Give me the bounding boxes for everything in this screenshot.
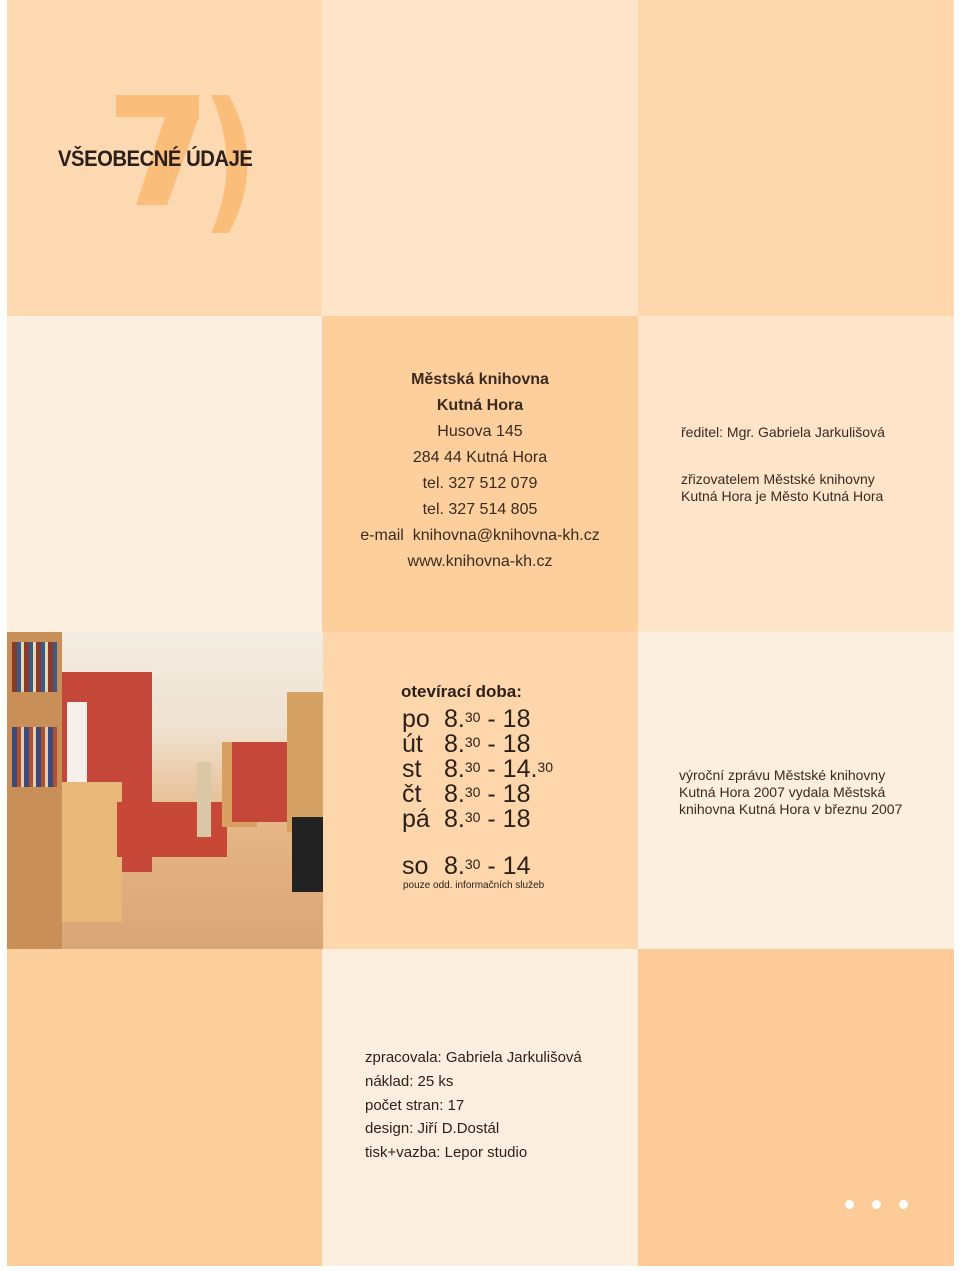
saturday-note: pouze odd. informačních služeb xyxy=(403,880,545,891)
founder-line: Kutná Hora je Město Kutná Hora xyxy=(681,488,884,504)
email[interactable]: e-mail knihovna@knihovna-kh.cz xyxy=(360,527,600,544)
section-number-graphic xyxy=(0,0,300,260)
tile xyxy=(638,949,954,1266)
credit-line: tisk+vazba: Lepor studio xyxy=(365,1144,528,1161)
to: - 18 xyxy=(487,730,531,758)
from: 8. xyxy=(444,705,465,733)
to: - 14 xyxy=(487,852,531,880)
decorative-dot xyxy=(872,1200,881,1209)
to: - 18 xyxy=(487,805,531,833)
tile xyxy=(322,0,638,317)
hours-row-saturday xyxy=(402,852,531,880)
from-minutes: 30 xyxy=(464,784,481,800)
from: 8. xyxy=(444,730,465,758)
credit-line: zpracovala: Gabriela Jarkulišová xyxy=(365,1049,582,1066)
from: 8. xyxy=(444,755,465,783)
library-interior-photo xyxy=(7,632,323,949)
credit-line: náklad: 25 ks xyxy=(365,1073,454,1090)
hours-row xyxy=(402,807,553,832)
hours-row xyxy=(402,707,553,732)
day: pá xyxy=(402,805,430,833)
zip-city: 284 44 Kutná Hora xyxy=(412,449,548,466)
day: út xyxy=(402,730,423,758)
day: st xyxy=(402,755,422,783)
decorative-dot xyxy=(845,1200,854,1209)
tile xyxy=(638,0,954,317)
section-title: VŠEOBECNÉ ÚDAJE xyxy=(58,146,253,171)
library-city: Kutná Hora xyxy=(436,397,524,414)
director: ředitel: Mgr. Gabriela Jarkulišová xyxy=(681,424,885,440)
website[interactable]: www.knihovna-kh.cz xyxy=(407,553,553,570)
hours-row xyxy=(402,757,553,782)
to-minutes: 30 xyxy=(537,759,553,775)
to: - 18 xyxy=(487,705,531,733)
library-name: Městská knihovna xyxy=(411,371,549,388)
from: 8. xyxy=(444,852,465,880)
to: - 14. xyxy=(487,755,538,783)
from-minutes: 30 xyxy=(464,809,481,825)
hours-row xyxy=(402,782,553,807)
from: 8. xyxy=(444,780,465,808)
day: so xyxy=(402,852,429,880)
decorative-dot xyxy=(899,1200,908,1209)
annual-report-line: knihovna Kutná Hora v březnu 2007 xyxy=(679,801,903,817)
hours-title: otevírací doba: xyxy=(401,682,522,701)
hours-list xyxy=(402,707,553,832)
credit-line: počet stran: 17 xyxy=(365,1097,465,1114)
phone-1: tel. 327 512 079 xyxy=(422,475,538,492)
street: Husova 145 xyxy=(437,423,523,440)
from-minutes: 30 xyxy=(464,709,481,725)
from-minutes: 30 xyxy=(464,759,481,775)
tile xyxy=(7,316,323,633)
from: 8. xyxy=(444,805,465,833)
annual-report-line: výroční zprávu Městské knihovny xyxy=(679,767,886,783)
to: - 18 xyxy=(487,780,531,808)
from-minutes: 30 xyxy=(464,856,481,872)
from-minutes: 30 xyxy=(464,734,481,750)
phone-2: tel. 327 514 805 xyxy=(422,501,538,518)
day: čt xyxy=(402,780,422,808)
day: po xyxy=(402,705,430,733)
founder-line: zřizovatelem Městské knihovny xyxy=(681,471,875,487)
annual-report-line: Kutná Hora 2007 vydala Městská xyxy=(679,784,886,800)
tile xyxy=(7,949,323,1266)
hours-row xyxy=(402,732,553,757)
credit-line: design: Jiří D.Dostál xyxy=(365,1120,500,1137)
